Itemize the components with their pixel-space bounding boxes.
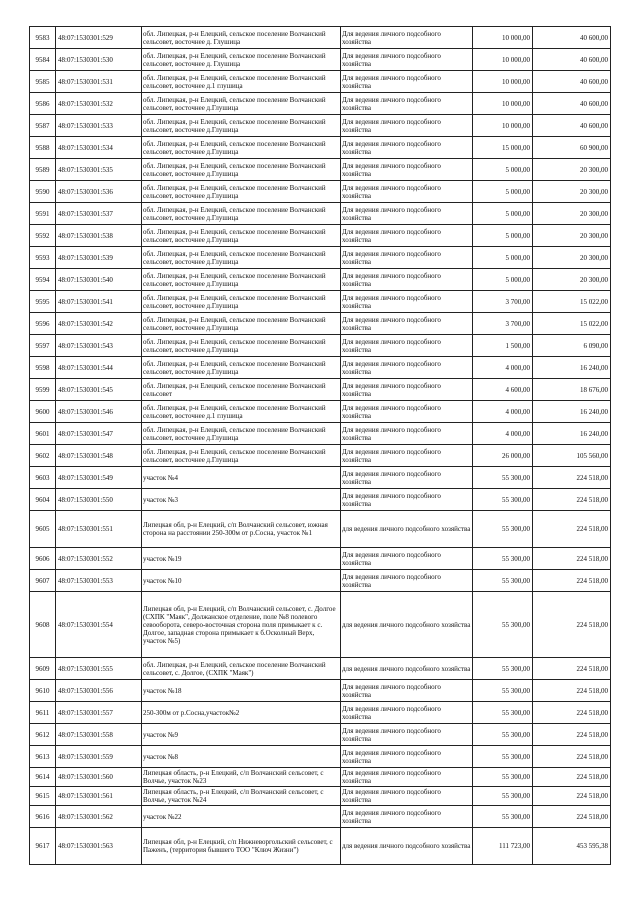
address: обл. Липецкая, р-н Елецкий, сельское поселение Волчанский сельсовет, восточнее д.Глушица (142, 269, 341, 291)
table-row (30, 828, 611, 865)
row-number: 9586 (30, 93, 56, 115)
area: 26 000,00 (473, 445, 533, 467)
address: Липецкая обл, р-н Елецкий, с/п Нижневоргольский сельсовет, с Паженъ, (территория бывшего ТОО "Ключ Жизни") (142, 828, 341, 865)
cadastral-value: 16 240,00 (533, 423, 611, 445)
cadastral-number: 48:07:1530301:529 (56, 27, 142, 49)
area: 55 300,00 (473, 658, 533, 680)
table-row (30, 489, 611, 511)
address: обл. Липецкая, р-н Елецкий, сельское поселение Волчанский сельсовет, восточнее д. Глушица (142, 49, 341, 71)
row-number: 9591 (30, 203, 56, 225)
cadastral-number: 48:07:1530301:563 (56, 828, 142, 865)
cadastral-number: 48:07:1530301:557 (56, 702, 142, 724)
cadastral-value: 40 600,00 (533, 71, 611, 93)
cadastral-number: 48:07:1530301:546 (56, 401, 142, 423)
row-number: 9597 (30, 335, 56, 357)
area: 55 300,00 (473, 724, 533, 746)
row-number: 9604 (30, 489, 56, 511)
permitted-use: Для ведения личного подсобного хозяйства (341, 423, 473, 445)
area: 4 600,00 (473, 379, 533, 401)
cadastral-number: 48:07:1530301:547 (56, 423, 142, 445)
address: обл. Липецкая, р-н Елецкий, сельское поселение Волчанский сельсовет, восточнее д.Глушица (142, 291, 341, 313)
cadastral-number: 48:07:1530301:531 (56, 71, 142, 93)
area: 3 700,00 (473, 291, 533, 313)
permitted-use: Для ведения личного подсобного хозяйства (341, 702, 473, 724)
table-row (30, 401, 611, 423)
permitted-use: Для ведения личного подсобного хозяйства (341, 137, 473, 159)
cadastral-number: 48:07:1530301:542 (56, 313, 142, 335)
table-row (30, 137, 611, 159)
row-number: 9592 (30, 225, 56, 247)
row-number: 9617 (30, 828, 56, 865)
row-number: 9587 (30, 115, 56, 137)
permitted-use: для ведения личного подсобного хозяйства (341, 592, 473, 658)
cadastral-value: 224 518,00 (533, 570, 611, 592)
row-number: 9584 (30, 49, 56, 71)
cadastral-number: 48:07:1530301:543 (56, 335, 142, 357)
cadastral-number: 48:07:1530301:552 (56, 548, 142, 570)
table-row (30, 746, 611, 768)
permitted-use: Для ведения личного подсобного хозяйства (341, 357, 473, 379)
area: 5 000,00 (473, 203, 533, 225)
row-number: 9601 (30, 423, 56, 445)
cadastral-number: 48:07:1530301:533 (56, 115, 142, 137)
permitted-use: Для ведения личного подсобного хозяйства (341, 313, 473, 335)
area: 111 723,00 (473, 828, 533, 865)
table-row (30, 335, 611, 357)
address: обл. Липецкая, р-н Елецкий, сельское поселение Волчанский сельсовет, восточнее д.Глушица (142, 313, 341, 335)
cadastral-number: 48:07:1530301:562 (56, 806, 142, 828)
table-row (30, 592, 611, 658)
permitted-use: Для ведения личного подсобного хозяйства (341, 746, 473, 768)
cadastral-value: 224 518,00 (533, 658, 611, 680)
table-row (30, 27, 611, 49)
table-row (30, 768, 611, 787)
cadastral-value: 20 300,00 (533, 225, 611, 247)
cadastral-value: 224 518,00 (533, 511, 611, 548)
cadastral-number: 48:07:1530301:530 (56, 49, 142, 71)
cadastral-value: 18 676,00 (533, 379, 611, 401)
permitted-use: Для ведения личного подсобного хозяйства (341, 680, 473, 702)
permitted-use: Для ведения личного подсобного хозяйства (341, 335, 473, 357)
area: 55 300,00 (473, 702, 533, 724)
area: 4 000,00 (473, 401, 533, 423)
address: обл. Липецкая, р-н Елецкий, сельское поселение Волчанский сельсовет, восточнее д.Глушица (142, 445, 341, 467)
cadastral-number: 48:07:1530301:534 (56, 137, 142, 159)
area: 55 300,00 (473, 570, 533, 592)
table-row (30, 658, 611, 680)
address: обл. Липецкая, р-н Елецкий, сельское поселение Волчанский сельсовет, восточнее д.Глушица (142, 181, 341, 203)
cadastral-number: 48:07:1530301:561 (56, 787, 142, 806)
permitted-use: Для ведения личного подсобного хозяйства (341, 93, 473, 115)
area: 55 300,00 (473, 787, 533, 806)
permitted-use: Для ведения личного подсобного хозяйства (341, 159, 473, 181)
cadastral-value: 15 022,00 (533, 313, 611, 335)
cadastral-value: 224 518,00 (533, 746, 611, 768)
cadastral-number: 48:07:1530301:556 (56, 680, 142, 702)
cadastral-value: 453 595,38 (533, 828, 611, 865)
area: 10 000,00 (473, 49, 533, 71)
area: 5 000,00 (473, 181, 533, 203)
cadastral-value: 224 518,00 (533, 467, 611, 489)
address: участок №22 (142, 806, 341, 828)
cadastral-value: 224 518,00 (533, 768, 611, 787)
row-number: 9594 (30, 269, 56, 291)
permitted-use: для ведения личного подсобного хозяйства (341, 658, 473, 680)
cadastral-value: 20 300,00 (533, 159, 611, 181)
address: обл. Липецкая, р-н Елецкий, сельское поселение Волчанский сельсовет, восточнее д.Глушица (142, 357, 341, 379)
area: 1 500,00 (473, 335, 533, 357)
area: 4 000,00 (473, 423, 533, 445)
address: обл. Липецкая, р-н Елецкий, сельское поселение Волчанский сельсовет, восточнее д.Глушица (142, 247, 341, 269)
table-row (30, 787, 611, 806)
table-row (30, 357, 611, 379)
address: обл. Липецкая, р-н Елецкий, сельское поселение Волчанский сельсовет, восточнее д.Глушица (142, 225, 341, 247)
permitted-use: Для ведения личного подсобного хозяйства (341, 548, 473, 570)
cadastral-number: 48:07:1530301:541 (56, 291, 142, 313)
permitted-use: Для ведения личного подсобного хозяйства (341, 181, 473, 203)
row-number: 9599 (30, 379, 56, 401)
address: Липецкая обл, р-н Елецкий, с/п Волчанский сельсовет, южная сторона на расстоянии 250-300м от р.Сосна, участок №1 (142, 511, 341, 548)
permitted-use: Для ведения личного подсобного хозяйства (341, 203, 473, 225)
cadastral-value: 224 518,00 (533, 548, 611, 570)
address: обл. Липецкая, р-н Елецкий, сельское поселение Волчанский сельсовет, с. Долгое, (СХПК "Маяк") (142, 658, 341, 680)
cadastral-value: 6 090,00 (533, 335, 611, 357)
address: Липецкая область, р-н Елецкий, с/п Волчанский сельсовет, с Волчье, участок №24 (142, 787, 341, 806)
address: обл. Липецкая, р-н Елецкий, сельское поселение Волчанский сельсовет, восточнее д.Глушица (142, 423, 341, 445)
cadastral-value: 224 518,00 (533, 806, 611, 828)
cadastral-value: 105 560,00 (533, 445, 611, 467)
table-row (30, 570, 611, 592)
cadastral-number: 48:07:1530301:537 (56, 203, 142, 225)
cadastral-number: 48:07:1530301:553 (56, 570, 142, 592)
address: участок №3 (142, 489, 341, 511)
cadastral-value: 224 518,00 (533, 702, 611, 724)
row-number: 9598 (30, 357, 56, 379)
cadastral-number: 48:07:1530301:559 (56, 746, 142, 768)
permitted-use: Для ведения личного подсобного хозяйства (341, 768, 473, 787)
address: участок №10 (142, 570, 341, 592)
row-number: 9607 (30, 570, 56, 592)
table-row (30, 313, 611, 335)
table-row (30, 247, 611, 269)
cadastral-number: 48:07:1530301:545 (56, 379, 142, 401)
area: 5 000,00 (473, 225, 533, 247)
row-number: 9616 (30, 806, 56, 828)
area: 5 000,00 (473, 159, 533, 181)
cadastral-value: 15 022,00 (533, 291, 611, 313)
cadastral-number: 48:07:1530301:554 (56, 592, 142, 658)
permitted-use: Для ведения личного подсобного хозяйства (341, 467, 473, 489)
cadastral-value: 224 518,00 (533, 680, 611, 702)
table-row (30, 548, 611, 570)
cadastral-number: 48:07:1530301:539 (56, 247, 142, 269)
permitted-use: Для ведения личного подсобного хозяйства (341, 570, 473, 592)
address: обл. Липецкая, р-н Елецкий, сельское поселение Волчанский сельсовет (142, 379, 341, 401)
area: 55 300,00 (473, 511, 533, 548)
row-number: 9606 (30, 548, 56, 570)
cadastral-number: 48:07:1530301:551 (56, 511, 142, 548)
table-row (30, 269, 611, 291)
cadastral-value: 16 240,00 (533, 357, 611, 379)
table-row (30, 724, 611, 746)
table-row (30, 445, 611, 467)
row-number: 9585 (30, 71, 56, 93)
table-row (30, 71, 611, 93)
permitted-use: Для ведения личного подсобного хозяйства (341, 401, 473, 423)
permitted-use: Для ведения личного подсобного хозяйства (341, 291, 473, 313)
permitted-use: Для ведения личного подсобного хозяйства (341, 71, 473, 93)
permitted-use: Для ведения личного подсобного хозяйства (341, 27, 473, 49)
cadastral-value: 40 600,00 (533, 93, 611, 115)
area: 10 000,00 (473, 71, 533, 93)
permitted-use: для ведения личного подсобного хозяйства (341, 511, 473, 548)
table-row (30, 680, 611, 702)
address: обл. Липецкая, р-н Елецкий, сельское поселение Волчанский сельсовет, восточнее д.Глушица (142, 115, 341, 137)
permitted-use: Для ведения личного подсобного хозяйства (341, 787, 473, 806)
table-row (30, 379, 611, 401)
row-number: 9612 (30, 724, 56, 746)
permitted-use: Для ведения личного подсобного хозяйства (341, 49, 473, 71)
permitted-use: Для ведения личного подсобного хозяйства (341, 724, 473, 746)
row-number: 9615 (30, 787, 56, 806)
table-row (30, 806, 611, 828)
permitted-use: Для ведения личного подсобного хозяйства (341, 379, 473, 401)
permitted-use: Для ведения личного подсобного хозяйства (341, 225, 473, 247)
address: обл. Липецкая, р-н Елецкий, сельское поселение Волчанский сельсовет, восточнее д.Глушица (142, 159, 341, 181)
table-row (30, 115, 611, 137)
table-row (30, 702, 611, 724)
table-row (30, 225, 611, 247)
address: Липецкая область, р-н Елецкий, с/п Волчанский сельсовет, с Волчье, участок №23 (142, 768, 341, 787)
cadastral-value: 60 900,00 (533, 137, 611, 159)
cadastral-value: 20 300,00 (533, 269, 611, 291)
row-number: 9593 (30, 247, 56, 269)
cadastral-value: 224 518,00 (533, 724, 611, 746)
cadastral-value: 40 600,00 (533, 27, 611, 49)
permitted-use: для ведения личного подсобного хозяйства (341, 828, 473, 865)
row-number: 9610 (30, 680, 56, 702)
address: обл. Липецкая, р-н Елецкий, сельское поселение Волчанский сельсовет, восточнее д.Глушица (142, 335, 341, 357)
cadastral-number: 48:07:1530301:560 (56, 768, 142, 787)
row-number: 9583 (30, 27, 56, 49)
table-row (30, 49, 611, 71)
cadastral-number: 48:07:1530301:535 (56, 159, 142, 181)
table-row (30, 291, 611, 313)
row-number: 9590 (30, 181, 56, 203)
area: 15 000,00 (473, 137, 533, 159)
area: 5 000,00 (473, 247, 533, 269)
cadastral-value: 40 600,00 (533, 115, 611, 137)
area: 10 000,00 (473, 93, 533, 115)
table-row (30, 93, 611, 115)
table-row (30, 181, 611, 203)
cadastral-number: 48:07:1530301:550 (56, 489, 142, 511)
land-plots-table (29, 26, 611, 865)
area: 10 000,00 (473, 27, 533, 49)
table-body (30, 27, 611, 865)
permitted-use: Для ведения личного подсобного хозяйства (341, 489, 473, 511)
cadastral-number: 48:07:1530301:544 (56, 357, 142, 379)
cadastral-value: 16 240,00 (533, 401, 611, 423)
area: 55 300,00 (473, 467, 533, 489)
area: 5 000,00 (473, 269, 533, 291)
cadastral-value: 40 600,00 (533, 49, 611, 71)
row-number: 9605 (30, 511, 56, 548)
permitted-use: Для ведения личного подсобного хозяйства (341, 115, 473, 137)
address: обл. Липецкая, р-н Елецкий, сельское поселение Волчанский сельсовет, восточнее д.Глушица (142, 93, 341, 115)
cadastral-value: 20 300,00 (533, 247, 611, 269)
permitted-use: Для ведения личного подсобного хозяйства (341, 445, 473, 467)
address: 250-300м от р.Сосна,участок№2 (142, 702, 341, 724)
row-number: 9609 (30, 658, 56, 680)
address: участок №8 (142, 746, 341, 768)
area: 55 300,00 (473, 592, 533, 658)
table-row (30, 467, 611, 489)
area: 55 300,00 (473, 489, 533, 511)
address: обл. Липецкая, р-н Елецкий, сельское поселение Волчанский сельсовет, восточнее д.1 глушица (142, 401, 341, 423)
address: обл. Липецкая, р-н Елецкий, сельское поселение Волчанский сельсовет, восточнее д.1 глушица (142, 71, 341, 93)
cadastral-value: 224 518,00 (533, 592, 611, 658)
area: 3 700,00 (473, 313, 533, 335)
row-number: 9588 (30, 137, 56, 159)
permitted-use: Для ведения личного подсобного хозяйства (341, 806, 473, 828)
address: участок №18 (142, 680, 341, 702)
cadastral-number: 48:07:1530301:549 (56, 467, 142, 489)
row-number: 9589 (30, 159, 56, 181)
table-row (30, 203, 611, 225)
address: обл. Липецкая, р-н Елецкий, сельское поселение Волчанский сельсовет, восточнее д.Глушица (142, 137, 341, 159)
cadastral-value: 224 518,00 (533, 489, 611, 511)
cadastral-value: 224 518,00 (533, 787, 611, 806)
cadastral-number: 48:07:1530301:536 (56, 181, 142, 203)
address: обл. Липецкая, р-н Елецкий, сельское поселение Волчанский сельсовет, восточнее д.Глушица (142, 203, 341, 225)
cadastral-number: 48:07:1530301:558 (56, 724, 142, 746)
row-number: 9611 (30, 702, 56, 724)
cadastral-number: 48:07:1530301:555 (56, 658, 142, 680)
cadastral-number: 48:07:1530301:532 (56, 93, 142, 115)
address: участок №19 (142, 548, 341, 570)
row-number: 9608 (30, 592, 56, 658)
permitted-use: Для ведения личного подсобного хозяйства (341, 269, 473, 291)
area: 55 300,00 (473, 746, 533, 768)
area: 10 000,00 (473, 115, 533, 137)
permitted-use: Для ведения личного подсобного хозяйства (341, 247, 473, 269)
address: Липецкая обл, р-н Елецкий, с/п Волчанский сельсовет, с. Долгое (СХПК "Маяк", Должанское отделение, поле №8 полевого севооборота, северо-восточная сторона поля примыкает к с. Долгое, западная сторона примыкает к б.Осколный Верх, участок №5) (142, 592, 341, 658)
area: 4 000,00 (473, 357, 533, 379)
cadastral-number: 48:07:1530301:548 (56, 445, 142, 467)
cadastral-value: 20 300,00 (533, 203, 611, 225)
table-row (30, 159, 611, 181)
row-number: 9600 (30, 401, 56, 423)
row-number: 9596 (30, 313, 56, 335)
area: 55 300,00 (473, 680, 533, 702)
area: 55 300,00 (473, 806, 533, 828)
row-number: 9613 (30, 746, 56, 768)
row-number: 9602 (30, 445, 56, 467)
address: участок №9 (142, 724, 341, 746)
cadastral-value: 20 300,00 (533, 181, 611, 203)
area: 55 300,00 (473, 768, 533, 787)
address: обл. Липецкая, р-н Елецкий, сельское поселение Волчанский сельсовет, восточнее д. Глушица (142, 27, 341, 49)
address: участок №4 (142, 467, 341, 489)
row-number: 9603 (30, 467, 56, 489)
table-row (30, 423, 611, 445)
cadastral-number: 48:07:1530301:538 (56, 225, 142, 247)
table-row (30, 511, 611, 548)
area: 55 300,00 (473, 548, 533, 570)
row-number: 9595 (30, 291, 56, 313)
cadastral-number: 48:07:1530301:540 (56, 269, 142, 291)
row-number: 9614 (30, 768, 56, 787)
